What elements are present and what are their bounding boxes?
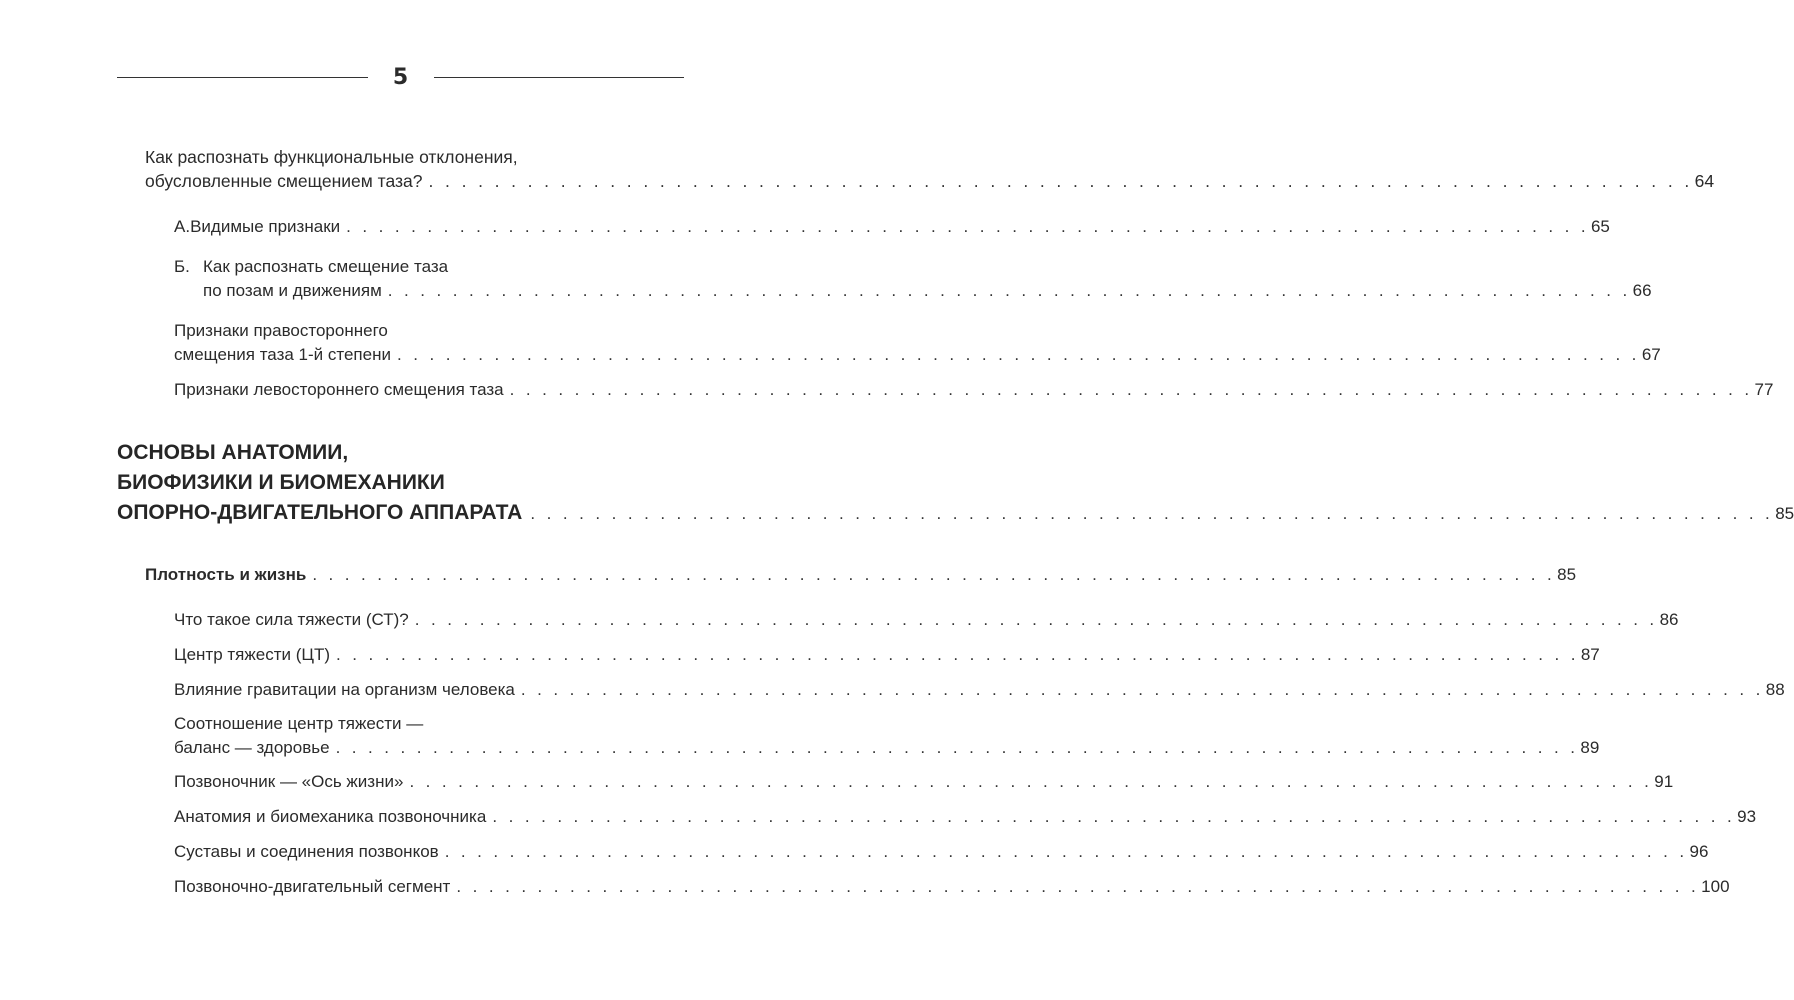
toc-entry-title: обусловленные смещением таза? [145, 171, 423, 191]
dot-leader: . . . . . . . . . . . . . . . . . . . . . . . . . . . . . . . . . . . . . . . . . . . . . . . . . . . . . . . . . . . . . . . . . . . . . . . . . . . . . [409, 772, 1653, 791]
toc-entry-line [174, 736, 1600, 760]
toc-entry-poses-movements[interactable] [174, 255, 1652, 303]
toc-entry-line [174, 319, 678, 343]
toc-page-number: 87 [1580, 645, 1600, 664]
dot-leader: . . . . . . . . . . . . . . . . . . . . . . . . . . . . . . . . . . . . . . . . . . . . . . . . . . . . . . . . . . . . . . . . . . . . . . . . . . . . . [520, 680, 1764, 699]
toc-page-number: 88 [1765, 680, 1785, 699]
toc-page-number: 77 [1754, 380, 1774, 399]
dot-leader: . . . . . . . . . . . . . . . . . . . . . . . . . . . . . . . . . . . . . . . . . . . . . . . . . . . . . . . . . . . . . . . . . . . . . . . . . . . . . [456, 877, 1700, 896]
toc-entry-title: Суставы и соединения позвонков [174, 842, 439, 861]
toc-entry-title: по позам и движениям [203, 281, 382, 300]
toc-entry-functional-deviations[interactable] [145, 145, 1715, 193]
dot-leader: . . . . . . . . . . . . . . . . . . . . . . . . . . . . . . . . . . . . . . . . . . . . . . . . . . . . . . . . . . . . . . . . . . . . . . . . . . . . . [530, 504, 1774, 523]
toc-entry-title: Центр тяжести (ЦТ) [174, 645, 330, 664]
page-number: 5 [392, 64, 409, 90]
toc-page-number: 86 [1659, 610, 1679, 629]
toc-entry-left-shift[interactable] [174, 378, 1774, 402]
dot-leader: . . . . . . . . . . . . . . . . . . . . . . . . . . . . . . . . . . . . . . . . . . . . . . . . . . . . . . . . . . . . . . . . . . . . . . . . . . . . . [396, 345, 1640, 364]
toc-entry-title: Плотность и жизнь [145, 565, 307, 584]
dot-leader: . . . . . . . . . . . . . . . . . . . . . . . . . . . . . . . . . . . . . . . . . . . . . . . . . . . . . . . . . . . . . . . . . . . . . . . . . . . . . [387, 281, 1631, 300]
toc-entry-balance-health[interactable] [174, 712, 1600, 760]
toc-entry-line [174, 875, 1730, 899]
toc-entry-density-life[interactable] [145, 563, 1577, 587]
header-rule-right [434, 77, 685, 78]
toc-entry-motion-segment[interactable] [174, 875, 1730, 899]
toc-entry-title: Признаки правостороннего [174, 321, 388, 340]
section-title-line [117, 438, 678, 468]
dot-leader: . . . . . . . . . . . . . . . . . . . . . . . . . . . . . . . . . . . . . . . . . . . . . . . . . . . . . . . . . . . . . . . . . . . . . . . . . . . . . [492, 807, 1736, 826]
dot-leader: . . . . . . . . . . . . . . . . . . . . . . . . . . . . . . . . . . . . . . . . . . . . . . . . . . . . . . . . . . . . . . . . . . . . . . . . . . . . . [444, 842, 1688, 861]
toc-entry-line [174, 805, 1757, 829]
toc-page-number: 66 [1632, 281, 1652, 300]
toc-page-number: 65 [1590, 217, 1610, 236]
toc-entry-joints[interactable] [174, 840, 1709, 864]
toc-page-number: 100 [1701, 877, 1730, 896]
toc-page-number: 91 [1654, 772, 1674, 791]
toc-entry-center-gravity[interactable] [174, 643, 1600, 667]
dot-leader: . . . . . . . . . . . . . . . . . . . . . . . . . . . . . . . . . . . . . . . . . . . . . . . . . . . . . . . . . . . . . . . . . . . . . . . . . . . . . [509, 380, 1753, 399]
toc-entry-line [145, 169, 1715, 193]
toc-entry-spine-anatomy[interactable] [174, 805, 1757, 829]
toc-entry-title: Видимые признаки [190, 217, 341, 236]
toc-entry-title: Как распознать смещение таза [203, 257, 449, 276]
toc-entry-line [174, 378, 1774, 402]
toc-section-anatomy[interactable] [117, 438, 1794, 529]
toc-entry-line [174, 712, 678, 736]
dot-leader: . . . . . . . . . . . . . . . . . . . . . . . . . . . . . . . . . . . . . . . . . . . . . . . . . . . . . . . . . . . . . . . . . . . . . . . . . . . . . [312, 565, 1556, 584]
toc-entry-letter: А. [174, 217, 191, 236]
section-title: БИОФИЗИКИ И БИОМЕХАНИКИ [117, 471, 445, 494]
dot-leader: . . . . . . . . . . . . . . . . . . . . . . . . . . . . . . . . . . . . . . . . . . . . . . . . . . . . . . . . . . . . . . . . . . . . . . . . . . . . . [346, 217, 1589, 236]
toc-entry-title: Соотношение центр тяжести — [174, 714, 424, 733]
toc-entry-line [174, 608, 1679, 632]
toc-page-number: 64 [1694, 171, 1715, 191]
toc-entry-title: баланс — здоровье [174, 738, 330, 757]
toc-page-number: 85 [1557, 565, 1577, 584]
toc-entry-title: Позвоночник — «Ось жизни» [174, 772, 404, 791]
toc-page-number: 67 [1641, 345, 1661, 364]
toc-entry-line [174, 343, 1661, 367]
dot-leader: . . . . . . . . . . . . . . . . . . . . . . . . . . . . . . . . . . . . . . . . . . . . . . . . . . . . . . . . . . . . . . . . . . . . . . . . . . . . . [336, 645, 1579, 664]
section-title-line [117, 468, 678, 498]
toc-entry-gravity-influence[interactable] [174, 678, 1785, 702]
toc-page-number: 85 [1775, 504, 1794, 523]
toc-entry-line [174, 770, 1674, 794]
section-title: ОПОРНО-ДВИГАТЕЛЬНОГО АППАРАТА [117, 501, 523, 524]
page-header [117, 62, 684, 92]
toc-entry-title: Что такое сила тяжести (СТ)? [174, 610, 409, 629]
toc-entry-gravity-force[interactable] [174, 608, 1679, 632]
toc-entry-letter: Б. [174, 257, 190, 276]
toc-entry-title: Влияние гравитации на организм человека [174, 680, 515, 699]
toc-entry-line [174, 279, 1652, 303]
section-title: ОСНОВЫ АНАТОМИИ, [117, 441, 349, 464]
toc-entry-title: Позвоночно-двигательный сегмент [174, 877, 451, 896]
toc-page-number: 89 [1580, 738, 1600, 757]
dot-leader: . . . . . . . . . . . . . . . . . . . . . . . . . . . . . . . . . . . . . . . . . . . . . . . . . . . . . . . . . . . . . . . . . . . . . . . . . . . . . [428, 171, 1693, 191]
toc-page-number: 93 [1737, 807, 1757, 826]
toc-entry-title: Анатомия и биомеханика позвоночника [174, 807, 487, 826]
dot-leader: . . . . . . . . . . . . . . . . . . . . . . . . . . . . . . . . . . . . . . . . . . . . . . . . . . . . . . . . . . . . . . . . . . . . . . . . . . . . . [335, 738, 1579, 757]
toc-entry-line [174, 643, 1600, 667]
toc-entry-line [174, 255, 678, 279]
dot-leader: . . . . . . . . . . . . . . . . . . . . . . . . . . . . . . . . . . . . . . . . . . . . . . . . . . . . . . . . . . . . . . . . . . . . . . . . . . . . . [414, 610, 1658, 629]
header-rule-left [117, 77, 368, 78]
toc-entry-title: Как распознать функциональные отклонения, [145, 147, 518, 167]
toc-entry-line [174, 215, 1610, 239]
toc-entry-line [174, 678, 1785, 702]
toc-entry-title: смещения таза 1-й степени [174, 345, 391, 364]
toc-entry-line [174, 840, 1709, 864]
toc-entry-spine-axis[interactable] [174, 770, 1674, 794]
toc-entry-title: Признаки левостороннего смещения таза [174, 380, 504, 399]
toc-page-number: 96 [1689, 842, 1709, 861]
toc-entry-visible-signs[interactable] [174, 215, 1610, 239]
toc-entry-line [145, 145, 678, 169]
toc-entry-right-shift[interactable] [174, 319, 1661, 367]
toc-entry-line [145, 563, 1577, 587]
section-title-line [117, 498, 1794, 529]
